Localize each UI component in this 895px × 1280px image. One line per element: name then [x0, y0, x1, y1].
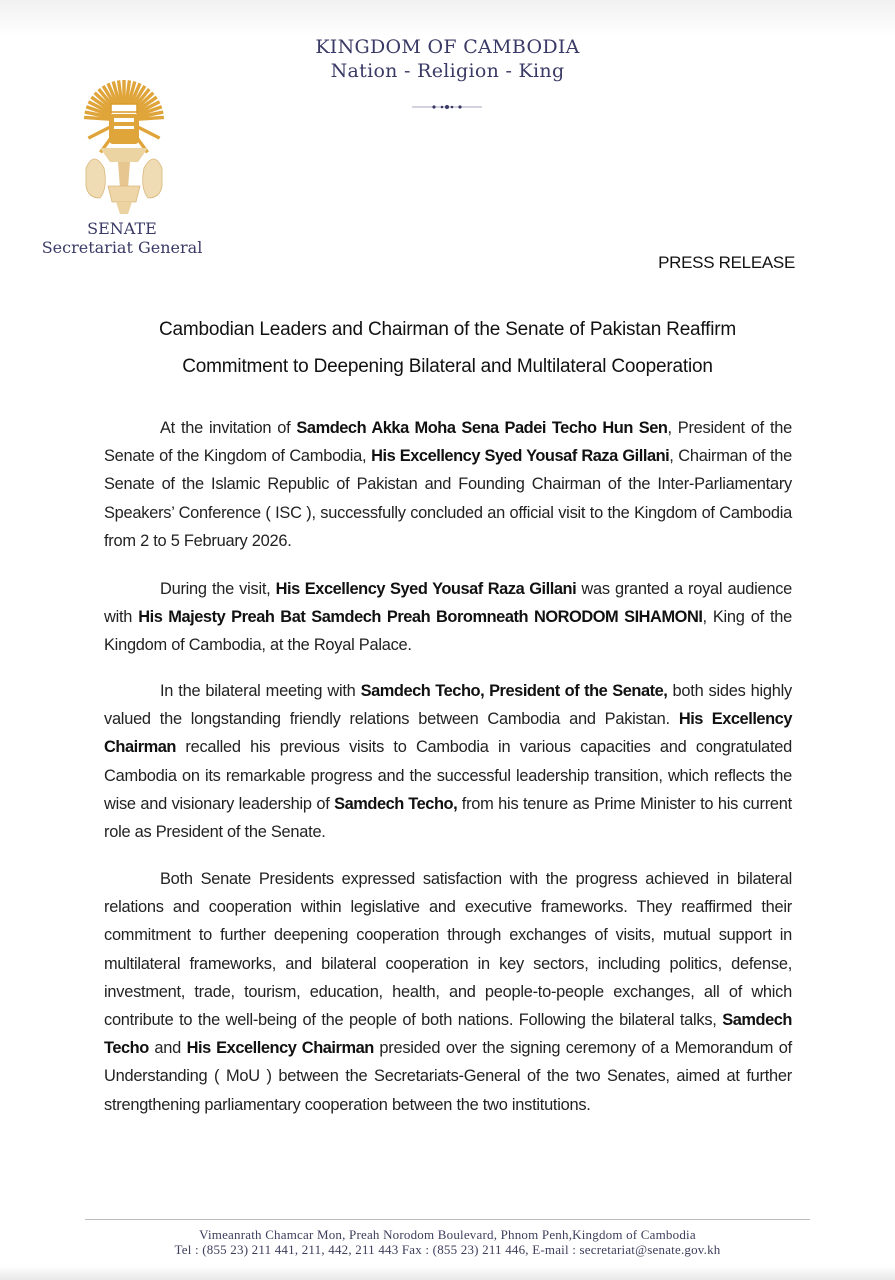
body-paragraph-4 — [104, 865, 792, 1119]
country-heading: KINGDOM OF CAMBODIA — [315, 36, 580, 58]
paragraph-text: In the bilateral meeting with — [160, 682, 361, 700]
page-bottom-shadow — [0, 1266, 895, 1280]
paragraph-text: , King of the Kingdom of Cambodia, at the Royal Palace. — [104, 608, 792, 655]
release-title-line-1: Cambodian Leaders and Chairman of the Senate of Pakistan Reaffirm — [158, 319, 737, 340]
release-title-line-2: Commitment to Deepening Bilateral and Multilateral Cooperation — [182, 356, 713, 377]
body-paragraph-1 — [104, 414, 792, 555]
org-name: SENATE — [87, 219, 157, 238]
paragraph-text: was granted a royal audience with — [104, 580, 793, 627]
ornamental-divider-icon — [412, 104, 482, 110]
bold-name-text: His Majesty Preah Bat Samdech Preah Boromneath NORODOM SIHAMONI — [138, 608, 703, 627]
paragraph-text: , Chairman of the Senate of the Islamic Republic of Pakistan and Founding Chairman of the Inter-Parliamentary Speakers’ Conference ( ISC ), successfully concluded an official visit to the Kingdom of Cambodia from 2 to 5 February 2026. — [104, 447, 792, 550]
paragraph-text: , President of the Senate of the Kingdom of Cambodia, — [104, 419, 792, 466]
bold-name-text: His Excellency Chairman — [104, 710, 792, 757]
footer-divider — [85, 1219, 810, 1220]
bold-name-text: His Excellency Syed Yousaf Raza Gillani — [371, 447, 670, 466]
bold-name-text: His Excellency Syed Yousaf Raza Gillani — [275, 580, 577, 598]
org-subtitle: Secretariat General — [41, 238, 203, 257]
body-paragraph-3 — [104, 677, 792, 846]
bold-name-text: Samdech Akka Moha Sena Padei Techo Hun Sen — [296, 419, 668, 437]
paragraph-text: from his tenure as Prime Minister to his current role as President of the Senate. — [104, 794, 792, 842]
paragraph-text: and — [148, 1039, 187, 1058]
document-type-label: PRESS RELEASE — [658, 253, 795, 272]
paragraph-text: Both Senate Presidents expressed satisfaction with the progress achieved in bilateral relations and cooperation within legislative and executive frameworks. They reaffirmed their commitment to further deepening cooperation through exchanges of visits, mutual support in multilateral frameworks, and bilateral cooperation in key sectors, including politics, defense, investment, trade, tourism, education, health, and people-to-people exchanges, all of which contribute to the well-being of the people of both nations. Following the bilateral talks, — [104, 870, 792, 1030]
paragraph-text: At the invitation of — [160, 419, 297, 437]
footer-address: Vimeanrath Chamcar Mon, Preah Norodom Boulevard, Phnom Penh,Kingdom of Cambodia — [199, 1227, 696, 1242]
body-paragraph-2 — [104, 575, 792, 660]
paragraph-text: both sides highly valued the longstanding friendly relations between Cambodia and Pakistan. — [104, 682, 792, 729]
bold-name-text: Samdech Techo, President of the Senate, — [360, 682, 668, 700]
emblem-ray — [88, 127, 109, 138]
paragraph-text: recalled his previous visits to Cambodia in various capacities and congratulated Cambodia on its remarkable progress and the successful leadership transition, which reflects the wise and visionary leadership of — [104, 738, 792, 813]
page-top-shadow — [0, 0, 895, 36]
bold-name-text: Samdech Techo, — [334, 794, 458, 813]
paragraph-text: During the visit, — [160, 580, 276, 598]
bold-name-text: His Excellency Chairman — [186, 1039, 374, 1058]
paragraph-text: presided over the signing ceremony of a Memorandum of Understanding ( MoU ) between the Secretariats-General of the two Senates, aimed at further strengthening parliamentary cooperation between the two institutions. — [104, 1039, 792, 1114]
national-motto: Nation - Religion - King — [330, 60, 565, 82]
footer-contact: Tel : (855 23) 211 441, 211, 442, 211 443 Fax : (855 23) 211 446, E-mail : secretariat@senate.gov.kh — [174, 1242, 721, 1257]
bold-name-text: Samdech Techo — [104, 1011, 792, 1058]
senate-emblem-icon — [78, 58, 170, 218]
emblem-ray — [138, 127, 159, 138]
emblem-ray — [138, 117, 164, 119]
